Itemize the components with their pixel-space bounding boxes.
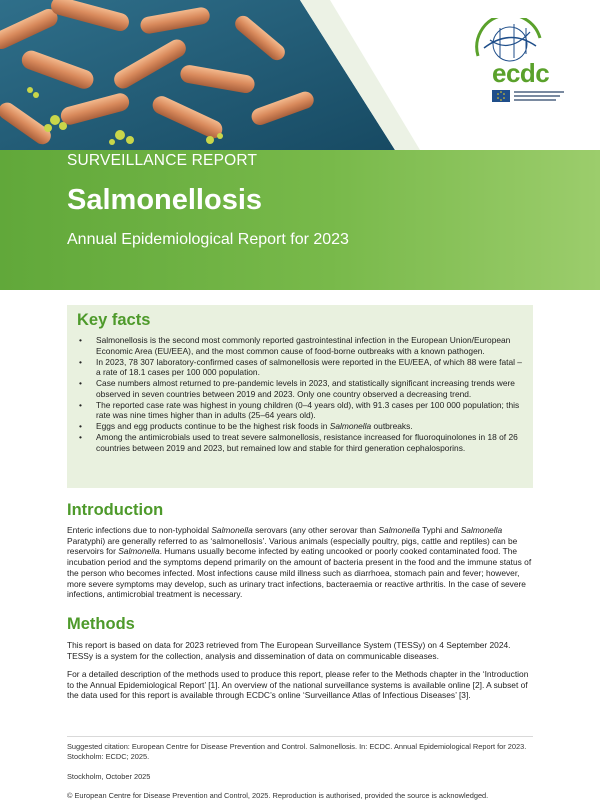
key-fact-item: • The reported case rate was highest in young children (0–4 years old), with 91.3 cases per 100 000 population; this rate was nine times higher than in adults (25–64 years old). [73, 400, 527, 421]
key-fact-item: • Salmonellosis is the second most commonly reported gastrointestinal infection in the European Union/European Economic Area (EU/EEA), and the most common cause of food-borne outbreaks with a known pathogen. [73, 335, 527, 356]
introduction-heading: Introduction [67, 501, 164, 519]
footer-divider [67, 736, 533, 737]
methods-heading: Methods [67, 615, 135, 633]
methods-paragraph-2: For a detailed description of the methods used to produce this report, please refer to the Methods chapter in the ‘Introduction to the Annual Epidemiological Report’ [1]. An overview of the national surveillance systems is available online [2]. A subset of the data used for this report is available through ECDC’s online ‘Surveillance Atlas of Infectious Diseases’ [3]. [67, 669, 529, 701]
key-facts-heading: Key facts [77, 311, 151, 329]
title-banner [0, 150, 600, 290]
copyright-notice: © European Centre for Disease Prevention and Control, 2025. Reproduction is authorised, provided the source is acknowledged. [67, 791, 489, 800]
suggested-citation: Suggested citation: European Centre for Disease Prevention and Control. Salmonellosis. In: ECDC. Annual Epidemiological Report for 2023. Stockholm: ECDC; 2025. [67, 742, 527, 761]
key-fact-item: • Among the antimicrobials used to treat severe salmonellosis, resistance increased for fluoroquinolones in 18 of 26 countries between 2019 and 2023, but remained low and stable for third generation cephalosporins. [73, 432, 527, 453]
logo-text: ecdc [492, 58, 550, 88]
report-type-label: SURVEILLANCE REPORT [67, 152, 258, 169]
key-fact-item: • Eggs and egg products continue to be the highest risk foods in Salmonella outbreaks. [73, 421, 527, 432]
key-facts-list [73, 335, 527, 454]
page-title: Salmonellosis [67, 184, 263, 216]
key-facts-box [67, 305, 533, 488]
introduction-paragraph: Enteric infections due to non-typhoidal Salmonella serovars (any other serovar than Salmonella Typhi and Salmonella Paratyphi) are generally referred to as ‘salmonellosis’. Various animals (especially poultry, pigs, cattle and reptiles) can be reservoirs for Salmonella. Humans usually become infected by eating uncooked or poorly cooked contaminated food. The incubation period and the symptoms depend primarily on the amount of bacteria present in the food and the immune status of the person who becomes infected. Most infections cause mild illness such as diarrhoea, stomach pain and fever; however, more severe symptoms may develop, such as urinary tract infections, bacteraemia or reactive arthritis. In the case of severe infections, antimicrobial treatment is necessary. [67, 525, 532, 600]
page-subtitle: Annual Epidemiological Report for 2023 [67, 231, 349, 248]
place-date: Stockholm, October 2025 [67, 772, 151, 781]
key-fact-item: • In 2023, 78 307 laboratory-confirmed cases of salmonellosis were reported in the EU/EEA, of which 88 were fatal – a rate of 18.1 cases per 100 000 population. [73, 357, 527, 378]
key-fact-item: • Case numbers almost returned to pre-pandemic levels in 2023, and statistically significant increasing trends were observed in seven countries between 2019 and 2023. Only one country observed a decreasing trend. [73, 378, 527, 399]
ecdc-logo [470, 18, 580, 113]
methods-paragraph-1: This report is based on data for 2023 retrieved from The European Surveillance System (TESSy) on 4 September 2024. TESSy is a system for the collection, analysis and dissemination of data on communicable diseases. [67, 640, 511, 661]
